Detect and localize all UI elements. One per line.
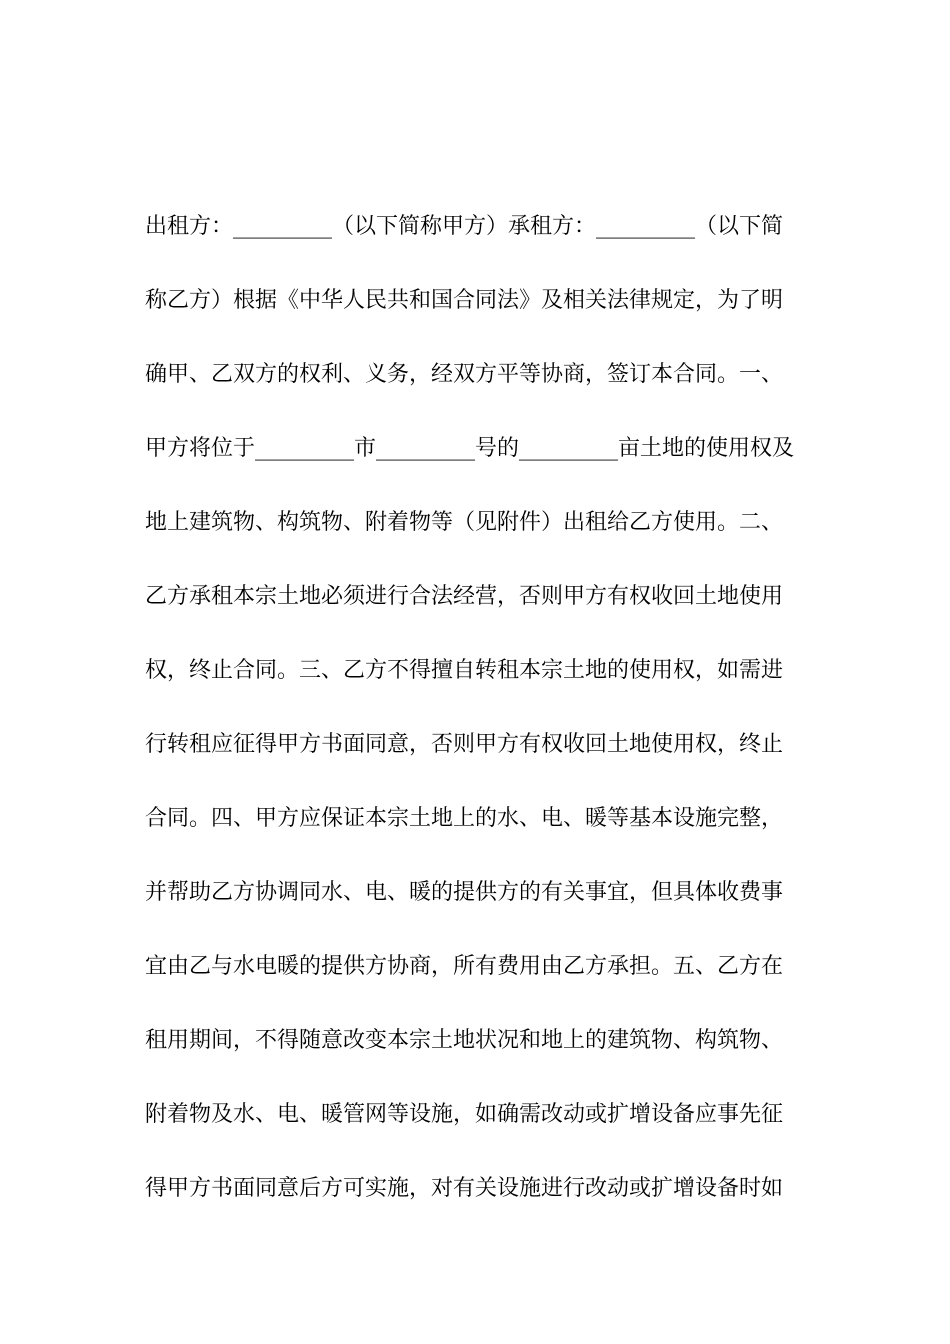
text-line: 称乙方）根据《中华人民共和国合同法》及相关法律规定，为了明 <box>145 288 784 313</box>
text-line: 确甲、乙双方的权利、义务，经双方平等协商，签订本合同。一、 <box>145 362 784 387</box>
text-line: 并帮助乙方协调同水、电、暖的提供方的有关事宜，但具体收费事 <box>145 880 784 905</box>
text-line: 租用期间，不得随意改变本宗土地状况和地上的建筑物、构筑物、 <box>145 1028 784 1053</box>
text-line: 乙方承租本宗土地必须进行合法经营，否则甲方有权收回土地使用 <box>145 584 784 609</box>
text-line: 附着物及水、电、暖管网等设施，如确需改动或扩增设备应事先征 <box>145 1102 784 1127</box>
text-line: 出租方：_________（以下简称甲方）承租方：_________（以下简 <box>145 214 784 239</box>
contract-body <box>145 207 825 1243</box>
text-line: 行转租应征得甲方书面同意，否则甲方有权收回土地使用权，终止 <box>145 732 784 757</box>
text-line: 宜由乙与水电暖的提供方协商，所有费用由乙方承担。五、乙方在 <box>145 954 784 979</box>
text-line: 合同。四、甲方应保证本宗土地上的水、电、暖等基本设施完整， <box>145 806 784 831</box>
text-line: 甲方将位于_________市_________号的_________亩土地的使用权及 <box>145 436 795 461</box>
text-line: 权，终止合同。三、乙方不得擅自转租本宗土地的使用权，如需进 <box>145 658 784 683</box>
text-line: 地上建筑物、构筑物、附着物等（见附件）出租给乙方使用。二、 <box>145 510 784 535</box>
text-line: 得甲方书面同意后方可实施，对有关设施进行改动或扩增设备时如 <box>145 1176 784 1201</box>
